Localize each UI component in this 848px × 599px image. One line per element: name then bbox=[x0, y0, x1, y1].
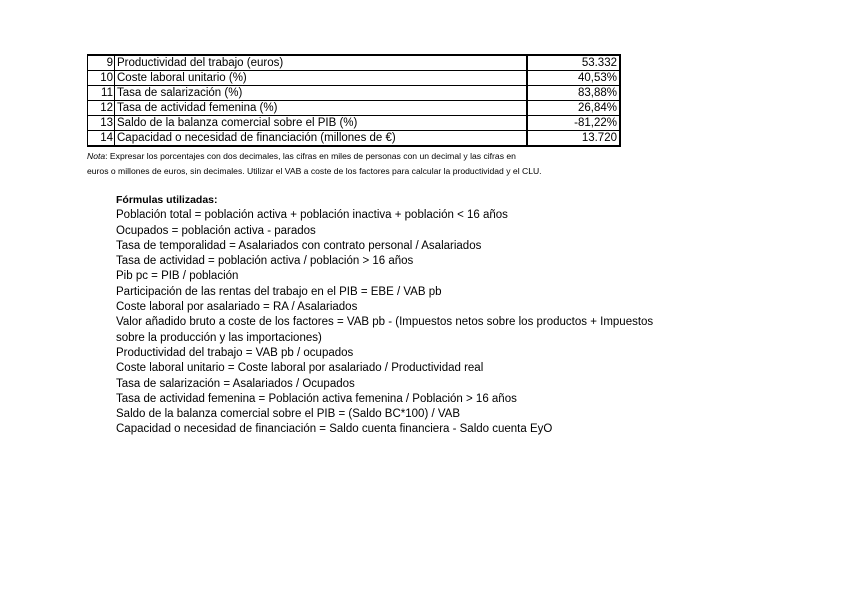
table-row bbox=[88, 116, 621, 131]
row-label: Tasa de salarización (%) bbox=[115, 86, 528, 101]
formula-line: Valor añadido bruto a coste de los factores = VAB pb - (Impuestos netos sobre los productos + Impuestos bbox=[116, 316, 654, 329]
row-value: 83,88% bbox=[527, 86, 620, 101]
formula-line: Coste laboral por asalariado = RA / Asalariados bbox=[116, 301, 358, 314]
note-line-1 bbox=[87, 149, 647, 164]
formula-line: Población total = población activa + población inactiva + población < 16 años bbox=[116, 209, 508, 222]
row-label: Coste laboral unitario (%) bbox=[115, 71, 528, 86]
table-row bbox=[88, 71, 621, 86]
formula-line: Tasa de actividad femenina = Población activa femenina / Población > 16 años bbox=[116, 392, 517, 405]
note-label: Nota bbox=[87, 151, 106, 161]
results-table bbox=[87, 54, 621, 147]
note-text-1: : Expresar los porcentajes con dos decimales, las cifras en miles de personas con un decimal y las cifras en bbox=[105, 151, 516, 161]
table-row bbox=[88, 101, 621, 116]
formulas-title: Fórmulas utilizadas: bbox=[116, 194, 218, 206]
row-label: Saldo de la balanza comercial sobre el PIB (%) bbox=[115, 116, 528, 131]
formula-line: Saldo de la balanza comercial sobre el PIB = (Saldo BC*100) / VAB bbox=[116, 408, 461, 421]
row-number: 14 bbox=[88, 131, 115, 147]
table-row bbox=[88, 131, 621, 147]
row-value: 26,84% bbox=[527, 101, 620, 116]
row-label: Tasa de actividad femenina (%) bbox=[115, 101, 528, 116]
row-label: Productividad del trabajo (euros) bbox=[115, 55, 528, 71]
formula-line: Capacidad o necesidad de financiación = Saldo cuenta financiera - Saldo cuenta EyO bbox=[116, 423, 553, 436]
formula-line: Tasa de salarización = Asalariados / Ocupados bbox=[116, 377, 355, 390]
formula-line: sobre la producción y las importaciones) bbox=[116, 331, 322, 344]
table-row bbox=[88, 86, 621, 101]
formula-line: Ocupados = población activa - parados bbox=[116, 224, 316, 237]
row-value: 40,53% bbox=[527, 71, 620, 86]
row-number: 13 bbox=[88, 116, 115, 131]
formulas-section bbox=[116, 193, 736, 438]
formula-line: Pib pc = PIB / población bbox=[116, 270, 239, 283]
row-number: 12 bbox=[88, 101, 115, 116]
row-value: 13.720 bbox=[527, 131, 620, 147]
formula-line: Tasa de actividad = población activa / población > 16 años bbox=[116, 255, 414, 268]
row-value: -81,22% bbox=[527, 116, 620, 131]
row-value: 53.332 bbox=[527, 55, 620, 71]
formula-line: Participación de las rentas del trabajo en el PIB = EBE / VAB pb bbox=[116, 285, 442, 298]
formula-line: Tasa de temporalidad = Asalariados con contrato personal / Asalariados bbox=[116, 239, 482, 252]
note-line-2: euros o millones de euros, sin decimales. Utilizar el VAB a coste de los factores para calcular la productividad y el CLU. bbox=[87, 166, 542, 176]
formula-line: Productividad del trabajo = VAB pb / ocupados bbox=[116, 346, 354, 359]
row-number: 9 bbox=[88, 55, 115, 71]
table-row bbox=[88, 55, 621, 71]
table-note bbox=[87, 149, 647, 179]
row-number: 11 bbox=[88, 86, 115, 101]
row-number: 10 bbox=[88, 71, 115, 86]
row-label: Capacidad o necesidad de financiación (millones de €) bbox=[115, 131, 528, 147]
formula-line: Coste laboral unitario = Coste laboral por asalariado / Productividad real bbox=[116, 362, 484, 375]
